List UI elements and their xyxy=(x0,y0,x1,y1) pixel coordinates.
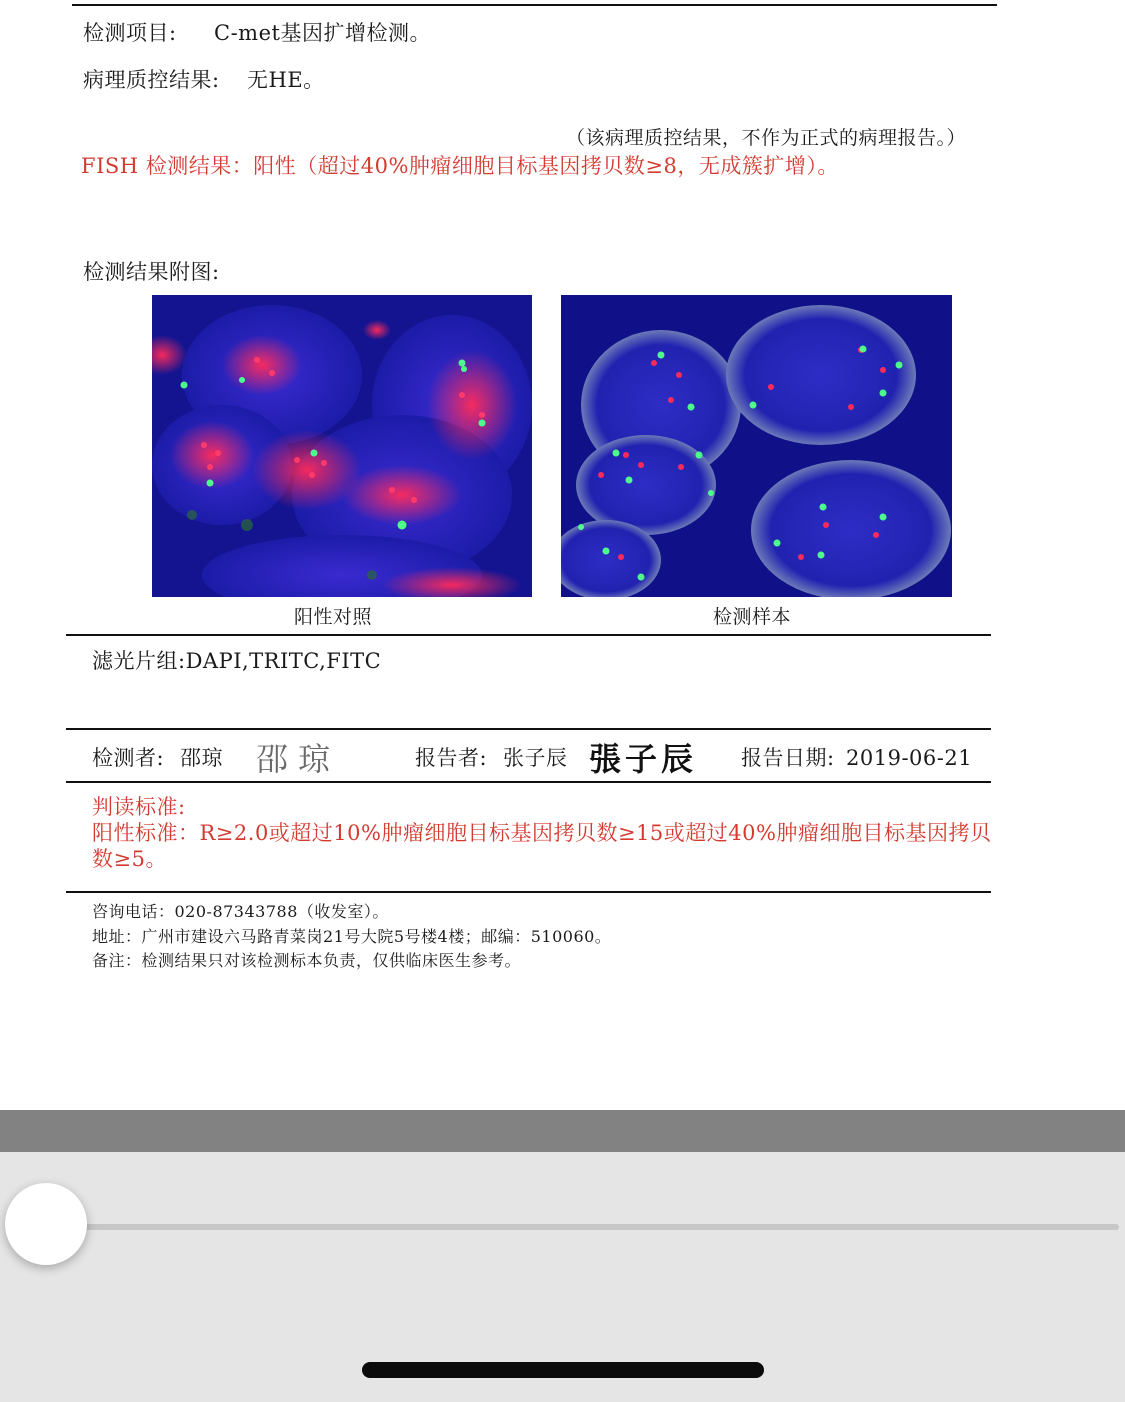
slider-thumb-icon[interactable] xyxy=(5,1183,87,1265)
reporter-name: 张子辰 xyxy=(503,746,568,770)
signature-bottom-divider xyxy=(66,781,991,783)
figure-heading: 检测结果附图: xyxy=(83,260,220,284)
positive-control-caption: 阳性对照 xyxy=(293,606,372,628)
criteria-line-1: 阳性标准：R≥2.0或超过10%肿瘤细胞目标基因拷贝数≥15或超过40%肿瘤细胞目标基因拷贝 xyxy=(92,821,992,845)
top-divider xyxy=(72,4,997,6)
fish-result: FISH 检测结果：阳性（超过40%肿瘤细胞目标基因拷贝数≥8，无成簇扩增）。 xyxy=(81,154,839,178)
criteria-title: 判读标准: xyxy=(92,795,186,819)
tester-name: 邵琼 xyxy=(180,746,223,770)
date-value: 2019-06-21 xyxy=(846,746,973,770)
test-sample-image xyxy=(561,295,952,597)
address: 地址：广州市建设六马路青菜岗21号大院5号楼4楼；邮编：510060。 xyxy=(92,927,612,946)
contact-phone: 咨询电话：020-87343788（收发室）。 xyxy=(92,902,389,921)
qc-value: 无HE。 xyxy=(247,68,325,92)
tester-signature: 邵琼 xyxy=(256,740,341,778)
scrubber-track[interactable] xyxy=(46,1224,1119,1230)
positive-control-fish-image xyxy=(152,295,532,597)
reporter-signature: 張子辰 xyxy=(589,740,698,778)
filter-set: 滤光片组:DAPI,TRITC,FITC xyxy=(92,649,382,673)
home-indicator-icon[interactable] xyxy=(362,1362,764,1378)
footer-divider xyxy=(66,891,991,893)
test-item-label: 检测项目: xyxy=(83,21,177,45)
qc-note: （该病理质控结果，不作为正式的病理报告。） xyxy=(566,127,967,149)
remark: 备注：检测结果只对该检测标本负责，仅供临床医生参考。 xyxy=(92,951,522,970)
reporter-label: 报告者: xyxy=(415,746,488,770)
date-label: 报告日期: xyxy=(741,746,835,770)
figure-divider xyxy=(66,634,991,636)
positive-control-image xyxy=(152,295,532,597)
signature-top-divider xyxy=(66,728,991,730)
criteria-line-2: 数≥5。 xyxy=(92,847,167,871)
qc-label: 病理质控结果: xyxy=(83,68,220,92)
test-item-value: C-met基因扩增检测。 xyxy=(214,21,431,45)
test-sample-caption: 检测样本 xyxy=(712,606,791,628)
viewer-toolbar xyxy=(0,1110,1125,1152)
tester-label: 检测者: xyxy=(92,746,165,770)
test-sample-fish-image xyxy=(561,295,952,597)
